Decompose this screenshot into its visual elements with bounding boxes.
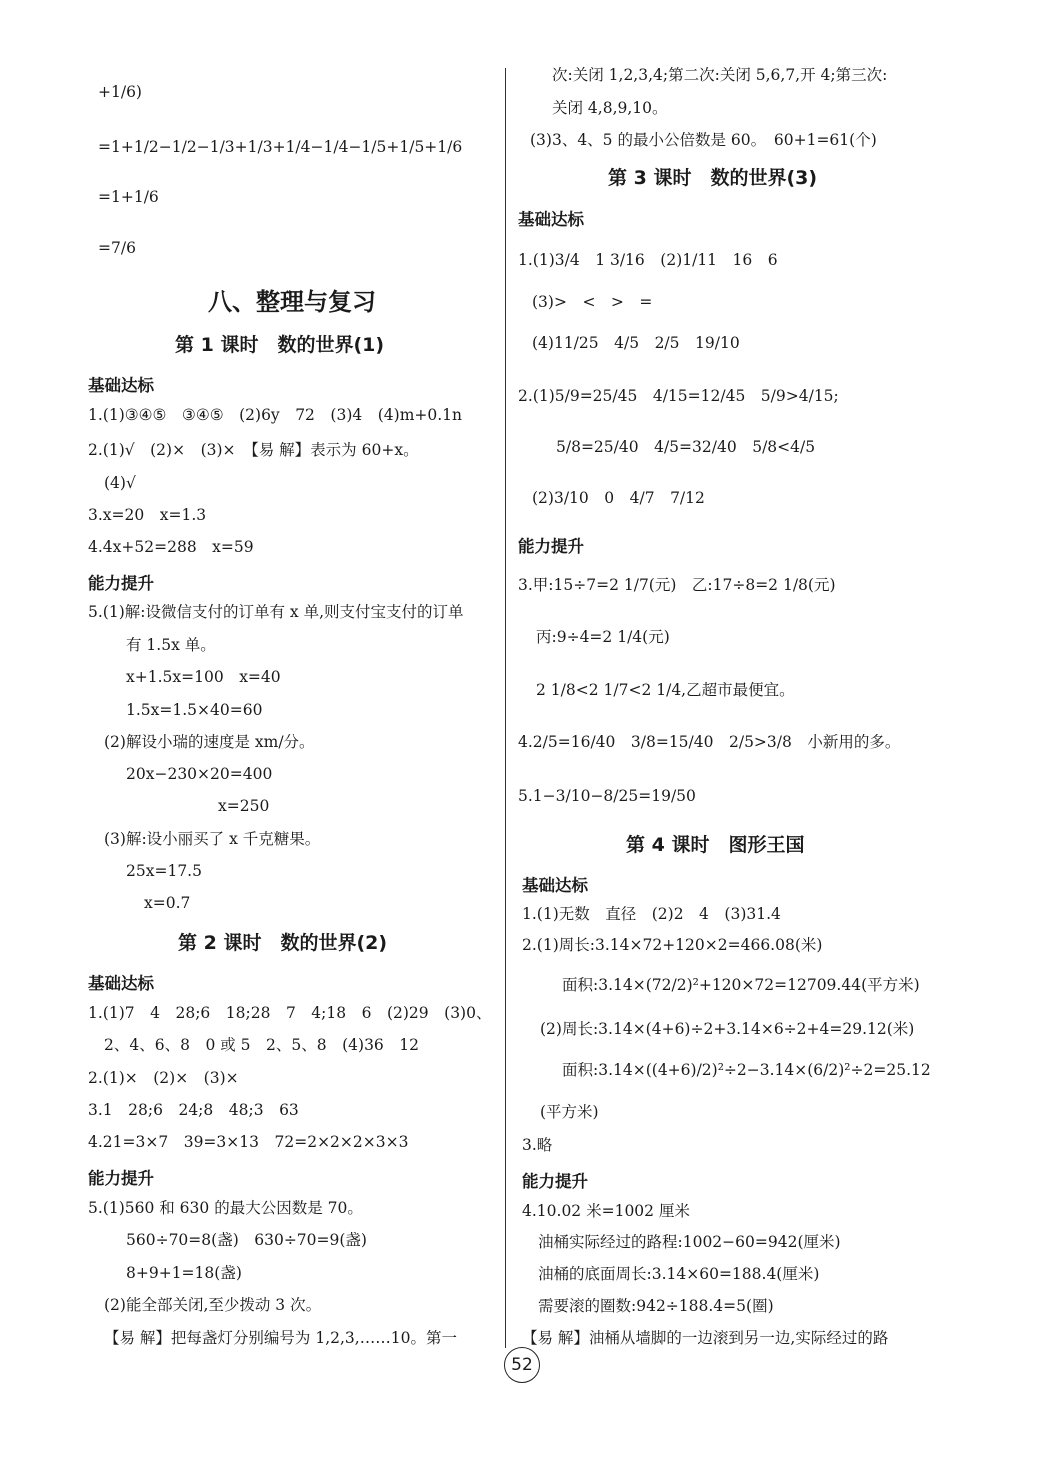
answer-line: 5.1−3/10−8/25=19/50 [518,787,696,805]
answer-line: 有 1.5x 单。 [126,636,216,654]
answer-line: 油桶实际经过的路程:1002−60=942(厘米) [538,1233,841,1251]
section-heading: 能力提升 [88,1169,154,1188]
answer-line: 4.2/5=16/40 3/8=15/40 2/5>3/8 小新用的多。 [518,733,901,751]
math-line: =1+1/6 [98,188,159,206]
answer-line: 560÷70=8(盏) 630÷70=9(盏) [126,1231,367,1249]
answer-line: (2)3/10 0 4/7 7/12 [532,489,705,507]
section-heading: 能力提升 [518,537,584,556]
answer-line: 5.(1)560 和 630 的最大公因数是 70。 [88,1199,363,1217]
chapter-title: 八、整理与复习 [208,288,376,316]
answer-line: 油桶的底面周长:3.14×60=188.4(厘米) [538,1265,820,1283]
answer-line: (2)周长:3.14×(4+6)÷2+3.14×6÷2+4=29.12(米) [540,1020,915,1038]
answer-line: 3.甲:15÷7=2 1/7(元) 乙:17÷8=2 1/8(元) [518,576,836,594]
column-divider [505,68,506,1348]
answer-line: 2.(1)× (2)× (3)× [88,1069,239,1087]
answer-line: 1.(1)3/4 1 3/16 (2)1/11 16 6 [518,251,778,269]
answer-line: 5/8=25/40 4/5=32/40 5/8<4/5 [556,438,816,456]
answer-line: (3)解:设小丽买了 x 千克糖果。 [104,830,321,848]
answer-line: x=0.7 [144,894,191,912]
page-number: 52 [504,1347,540,1383]
answer-line: 4.4x+52=288 x=59 [88,538,254,556]
section-heading: 基础达标 [88,974,154,993]
answer-line: 1.(1)③④⑤ ③④⑤ (2)6y 72 (3)4 (4)m+0.1n [88,406,463,424]
section-heading: 基础达标 [518,210,584,229]
answer-line: 4.21=3×7 39=3×13 72=2×2×2×3×3 [88,1133,409,1151]
answer-line: 1.5x=1.5×40=60 [126,701,263,719]
answer-line: 4.10.02 米=1002 厘米 [522,1202,690,1220]
answer-line: 面积:3.14×((4+6)/2)²÷2−3.14×(6/2)²÷2=25.12 [562,1061,931,1079]
section-heading: 基础达标 [88,376,154,395]
lesson-title: 第 3 课时 数的世界(3) [608,167,818,189]
answer-line: 1.(1)7 4 28;6 18;28 7 4;18 6 (2)29 (3)0、 [88,1004,492,1022]
answer-line: 【易 解】油桶从墙脚的一边滚到另一边,实际经过的路 [522,1329,889,1347]
answer-line: (4)√ [104,474,136,492]
answer-line: 3.略 [522,1136,553,1154]
answer-line: (平方米) [540,1103,599,1121]
math-line: +1/6) [98,83,142,101]
lesson-title: 第 1 课时 数的世界(1) [175,334,385,356]
answer-line: 需要滚的圈数:942÷188.4=5(圈) [538,1297,774,1315]
answer-line: 8+9+1=18(盏) [126,1264,242,1282]
section-heading: 能力提升 [88,574,154,593]
answer-line: 2.(1)√ (2)× (3)× 【易 解】表示为 60+x。 [88,441,419,459]
answer-line: (2)能全部关闭,至少拨动 3 次。 [104,1296,322,1314]
answer-line: 【易 解】把每盏灯分别编号为 1,2,3,……10。第一 [104,1329,457,1347]
answer-line: 20x−230×20=400 [126,765,273,783]
answer-line: 2、4、6、8 0 或 5 2、5、8 (4)36 12 [104,1036,420,1054]
answer-line: 丙:9÷4=2 1/4(元) [536,628,670,646]
answer-line: 2 1/8<2 1/7<2 1/4,乙超市最便宜。 [536,681,795,699]
answer-line: (4)11/25 4/5 2/5 19/10 [532,334,740,352]
answer-line: (3)> < > = [532,293,653,311]
answer-line: 5.(1)解:设微信支付的订单有 x 单,则支付宝支付的订单 [88,603,464,621]
answer-line: 面积:3.14×(72/2)²+120×72=12709.44(平方米) [562,976,920,994]
answer-line: 1.(1)无数 直径 (2)2 4 (3)31.4 [522,905,781,923]
section-heading: 基础达标 [522,876,588,895]
answer-line: 3.x=20 x=1.3 [88,506,207,524]
answer-line: 3.1 28;6 24;8 48;3 63 [88,1101,299,1119]
lesson-title: 第 2 课时 数的世界(2) [178,932,388,954]
math-line: =7/6 [98,239,136,257]
answer-line: 2.(1)周长:3.14×72+120×2=466.08(米) [522,936,823,954]
answer-line: x+1.5x=100 x=40 [126,668,281,686]
lesson-title: 第 4 课时 图形王国 [626,834,805,856]
answer-line: 关闭 4,8,9,10。 [552,99,668,117]
answer-line: (2)解设小瑞的速度是 xm/分。 [104,733,315,751]
answer-line: 2.(1)5/9=25/45 4/15=12/45 5/9>4/15; [518,387,839,405]
answer-line: x=250 [218,797,270,815]
section-heading: 能力提升 [522,1172,588,1191]
answer-line: 25x=17.5 [126,862,202,880]
answer-line: (3)3、4、5 的最小公倍数是 60。 60+1=61(个) [530,131,877,149]
answer-line: 次:关闭 1,2,3,4;第二次:关闭 5,6,7,开 4;第三次: [552,66,888,84]
math-line: =1+1/2−1/2−1/3+1/3+1/4−1/4−1/5+1/5+1/6 [98,138,463,156]
